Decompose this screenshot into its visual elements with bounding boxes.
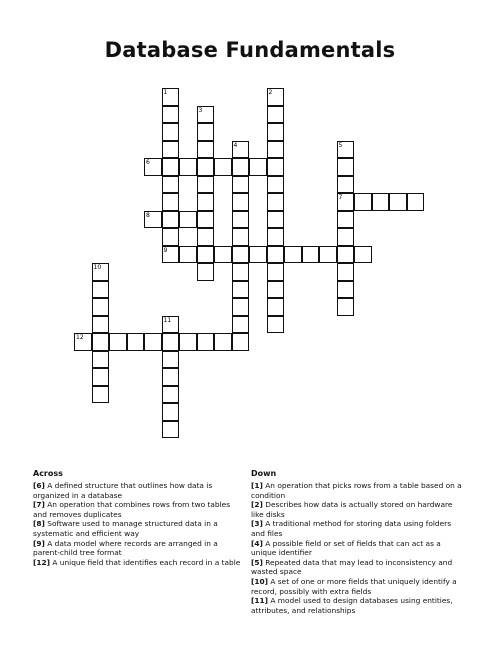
- across-clue: [33, 481, 243, 500]
- down-clue: [251, 500, 467, 519]
- across-clue: [33, 539, 243, 558]
- grid-cell[interactable]: [162, 316, 180, 334]
- clue-text: A unique field that identifies each record in a table: [50, 557, 241, 567]
- down-clue-list: [251, 481, 467, 615]
- grid-cell[interactable]: [144, 211, 162, 229]
- grid-cell[interactable]: [162, 228, 180, 246]
- grid-cell[interactable]: [162, 421, 180, 439]
- grid-cell[interactable]: [162, 211, 180, 229]
- grid-cell[interactable]: [267, 106, 285, 124]
- across-clues: [33, 469, 243, 567]
- grid-cell[interactable]: [197, 176, 215, 194]
- clue-label: [9]: [33, 538, 45, 548]
- grid-cell[interactable]: [337, 176, 355, 194]
- grid-cell[interactable]: [74, 333, 92, 351]
- clue-label: [4]: [251, 538, 263, 548]
- grid-cell[interactable]: [267, 88, 285, 106]
- grid-cell[interactable]: [109, 333, 127, 351]
- grid-cell[interactable]: [92, 298, 110, 316]
- grid-cell[interactable]: [249, 158, 267, 176]
- clue-text: A possible field or set of fields that can act as a unique identifier: [251, 538, 441, 558]
- grid-cell[interactable]: [267, 263, 285, 281]
- grid-cell[interactable]: [214, 333, 232, 351]
- grid-cell[interactable]: [319, 246, 337, 264]
- grid-cell[interactable]: [267, 246, 285, 264]
- grid-cell[interactable]: [232, 263, 250, 281]
- grid-cell[interactable]: [92, 263, 110, 281]
- grid-cell[interactable]: [162, 141, 180, 159]
- grid-cell[interactable]: [267, 211, 285, 229]
- grid-cell[interactable]: [267, 176, 285, 194]
- grid-cell[interactable]: [337, 281, 355, 299]
- across-clue: [33, 558, 243, 568]
- grid-cell[interactable]: [407, 193, 425, 211]
- grid-cell[interactable]: [232, 141, 250, 159]
- down-clue: [251, 481, 467, 500]
- grid-cell[interactable]: [337, 141, 355, 159]
- clue-number: 8: [146, 211, 150, 219]
- grid-cell[interactable]: [267, 228, 285, 246]
- grid-cell[interactable]: [214, 158, 232, 176]
- grid-cell[interactable]: [92, 281, 110, 299]
- grid-cell[interactable]: [232, 211, 250, 229]
- grid-cell[interactable]: [162, 403, 180, 421]
- down-clue: [251, 596, 467, 615]
- across-clue-list: [33, 481, 243, 567]
- grid-cell[interactable]: [162, 368, 180, 386]
- grid-cell[interactable]: [232, 281, 250, 299]
- grid-cell[interactable]: [162, 176, 180, 194]
- clue-number: 1: [163, 89, 168, 96]
- grid-cell[interactable]: [249, 246, 267, 264]
- clue-text: An operation that combines rows from two tables and removes duplicates: [33, 500, 231, 519]
- clue-text: Software used to manage structured data in a systematic and efficient way: [33, 519, 218, 538]
- grid-cell[interactable]: [389, 193, 407, 211]
- grid-cell[interactable]: [179, 211, 197, 229]
- clue-number: 12: [76, 334, 84, 341]
- grid-cell[interactable]: [267, 123, 285, 141]
- clue-number: 9: [163, 246, 168, 254]
- grid-cell[interactable]: [354, 246, 372, 264]
- down-clue: [251, 558, 467, 577]
- grid-cell[interactable]: [162, 351, 180, 369]
- clue-text: A set of one or more fields that uniquely identify a record, possibly with extra fields: [251, 576, 457, 596]
- grid-cell[interactable]: [179, 158, 197, 176]
- grid-cell[interactable]: [197, 158, 215, 176]
- grid-cell[interactable]: [267, 193, 285, 211]
- grid-cell[interactable]: [337, 246, 355, 264]
- grid-cell[interactable]: [197, 333, 215, 351]
- clue-text: A data model where records are arranged in a parent-child tree format: [33, 538, 218, 558]
- grid-cell[interactable]: [232, 228, 250, 246]
- grid-cell[interactable]: [232, 333, 250, 351]
- down-heading: Down: [251, 469, 277, 478]
- grid-cell[interactable]: [232, 158, 250, 176]
- grid-cell[interactable]: [162, 193, 180, 211]
- grid-cell[interactable]: [232, 193, 250, 211]
- clue-number: 11: [163, 316, 172, 324]
- clue-label: [2]: [251, 500, 263, 510]
- across-heading: Across: [33, 469, 63, 478]
- grid-cell[interactable]: [337, 158, 355, 176]
- grid-cell[interactable]: [197, 123, 215, 141]
- grid-cell[interactable]: [92, 316, 110, 334]
- across-clue: [33, 500, 243, 519]
- clue-number: 3: [198, 106, 203, 114]
- down-clue: [251, 539, 467, 558]
- clue-text: An operation that picks rows from a table based on a condition: [251, 481, 462, 500]
- grid-cell[interactable]: [232, 176, 250, 194]
- grid-cell[interactable]: [337, 263, 355, 281]
- clue-label: [11]: [251, 596, 269, 606]
- grid-cell[interactable]: [197, 193, 215, 211]
- clue-number: 2: [268, 89, 273, 96]
- grid-cell[interactable]: [197, 228, 215, 246]
- grid-cell[interactable]: [162, 88, 180, 106]
- clue-number: 4: [233, 141, 238, 149]
- grid-cell[interactable]: [127, 333, 145, 351]
- grid-cell[interactable]: [197, 141, 215, 159]
- grid-cell[interactable]: [372, 193, 390, 211]
- grid-cell[interactable]: [267, 316, 285, 334]
- grid-cell[interactable]: [232, 298, 250, 316]
- clue-label: [7]: [33, 500, 45, 510]
- clue-label: [5]: [251, 557, 263, 567]
- grid-cell[interactable]: [214, 246, 232, 264]
- grid-cell[interactable]: [302, 246, 320, 264]
- grid-cell[interactable]: [144, 158, 162, 176]
- grid-cell[interactable]: [144, 333, 162, 351]
- grid-cell[interactable]: [92, 368, 110, 386]
- grid-cell[interactable]: [162, 333, 180, 351]
- grid-cell[interactable]: [267, 141, 285, 159]
- clue-label: [8]: [33, 519, 45, 529]
- grid-cell[interactable]: [232, 316, 250, 334]
- clue-number: 5: [338, 141, 343, 149]
- grid-cell[interactable]: [162, 246, 180, 264]
- clue-label: [10]: [251, 576, 269, 586]
- grid-cell[interactable]: [92, 386, 110, 404]
- grid-cell[interactable]: [267, 281, 285, 299]
- grid-cell[interactable]: [232, 246, 250, 264]
- grid-cell[interactable]: [337, 228, 355, 246]
- grid-cell[interactable]: [337, 193, 355, 211]
- grid-cell[interactable]: [179, 333, 197, 351]
- grid-cell[interactable]: [197, 246, 215, 264]
- grid-cell[interactable]: [267, 298, 285, 316]
- clue-label: [6]: [33, 481, 45, 490]
- clue-number: 7: [338, 194, 343, 201]
- down-clue: [251, 577, 467, 596]
- grid-cell[interactable]: [162, 106, 180, 124]
- down-clues: [251, 469, 467, 615]
- down-clue: [251, 519, 467, 538]
- across-clue: [33, 519, 243, 538]
- clue-label: [3]: [251, 519, 263, 529]
- clue-text: A defined structure that outlines how data is organized in a database: [33, 481, 213, 500]
- grid-cell[interactable]: [354, 193, 372, 211]
- grid-cell[interactable]: [284, 246, 302, 264]
- grid-cell[interactable]: [92, 333, 110, 351]
- clue-text: Describes how data is actually stored on hardware like disks: [251, 500, 453, 519]
- grid-cell[interactable]: [162, 158, 180, 176]
- clue-number: 6: [146, 159, 150, 166]
- clue-text: A traditional method for storing data using folders and files: [251, 519, 452, 538]
- grid-cell[interactable]: [197, 106, 215, 124]
- grid-cell[interactable]: [162, 123, 180, 141]
- grid-cell[interactable]: [337, 298, 355, 316]
- puzzle-title: Database Fundamentals: [104, 38, 396, 62]
- grid-cell[interactable]: [179, 246, 197, 264]
- clue-text: Repeated data that may lead to inconsistency and wasted space: [251, 557, 453, 577]
- grid-cell[interactable]: [92, 351, 110, 369]
- grid-cell[interactable]: [197, 263, 215, 281]
- clue-label: [1]: [251, 481, 263, 490]
- grid-cell[interactable]: [267, 158, 285, 176]
- clue-text: A model used to design databases using entities, attributes, and relationships: [251, 596, 453, 615]
- grid-cell[interactable]: [337, 211, 355, 229]
- clue-label: [12]: [33, 557, 51, 567]
- grid-cell[interactable]: [197, 211, 215, 229]
- grid-cell[interactable]: [162, 386, 180, 404]
- clue-number: 10: [93, 264, 102, 271]
